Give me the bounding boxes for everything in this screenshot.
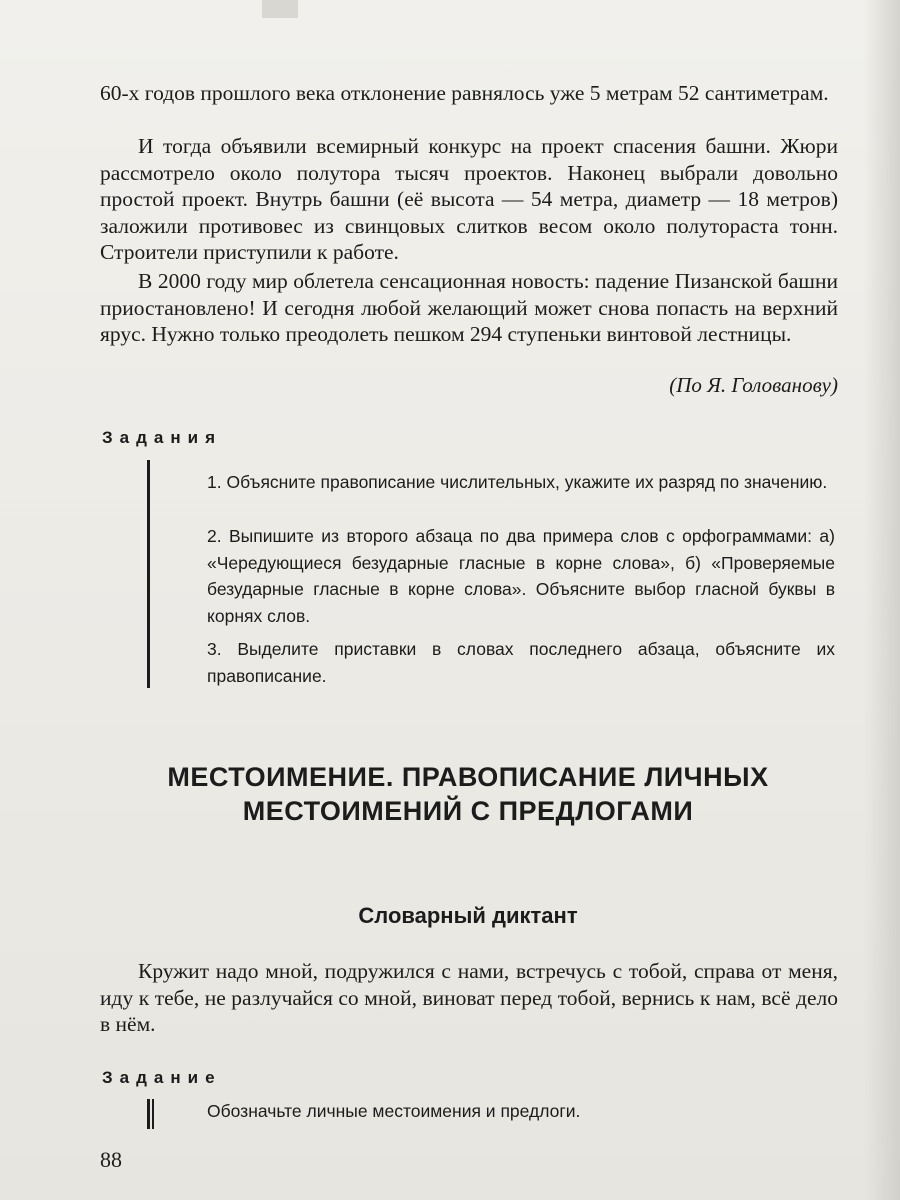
dictation-text: Кружит надо мной, подружился с нами, встречусь с тобой, справа от меня, иду к тебе, не разлучайся со мной, виноват перед тобой, вернись к нам, всё дело в нём.	[100, 959, 838, 1036]
page-number: 88	[100, 1147, 122, 1172]
tasks-heading: Задания	[102, 428, 222, 447]
section-title	[100, 760, 836, 828]
task-item-3	[165, 636, 835, 689]
task-item-text: 1. Объясните правописание числительных, укажите их разряд по значению.	[207, 472, 828, 492]
dictation-title: Словарный диктант	[358, 903, 578, 928]
tasks-vertical-bar	[147, 460, 150, 688]
page-edge-shadow	[262, 0, 298, 18]
page-edge-shadow	[864, 0, 900, 1200]
task-text: Обозначьте личные местоимения и предлоги.	[207, 1101, 581, 1121]
paragraph-continued: 60-х годов прошлого века отклонение равнялось уже 5 метрам 52 сантиметрам.	[100, 81, 829, 105]
paragraph-news: В 2000 году мир облетела сенсационная новость: падение Пизанской башни приостановлено! И сегодня любой желающий может снова попасть на верхний ярус. Нужно только преодолеть пешком 294 ступеньки винтовой лестницы.	[100, 269, 838, 346]
section-title-line-2: МЕСТОИМЕНИЙ С ПРЕДЛОГАМИ	[242, 796, 694, 826]
task-item-text: 3. Выделите приставки в словах последнего абзаца, объясните их правописание.	[207, 639, 835, 686]
task-item-text: 2. Выпишите из второго абзаца по два примера слов с орфограммами: а) «Чередующиеся безударные гласные в корне слова», б) «Проверяемые безударные гласные в корне слова». Объясните выбор гласной буквы в корнях слов.	[207, 526, 835, 626]
section-title-line-1: МЕСТОИМЕНИЕ. ПРАВОПИСАНИЕ ЛИЧНЫХ	[167, 762, 769, 792]
task-vertical-bar	[152, 1099, 154, 1129]
task-item-1	[165, 469, 835, 496]
paragraph-competition: И тогда объявили всемирный конкурс на проект спасения башни. Жюри рассмотрело около полутора тысяч проектов. Наконец выбрали довольно простой проект. Внутрь башни (её высота — 54 метра, диаметр — 18 метров) заложили противовес из свинцовых слитков весом около полутораста тонн. Строители приступили к работе.	[100, 134, 838, 264]
author-credit: (По Я. Голованову)	[669, 373, 838, 397]
task-vertical-bar	[147, 1099, 150, 1129]
task-item-2	[165, 523, 835, 629]
task-heading: Задание	[102, 1068, 222, 1087]
